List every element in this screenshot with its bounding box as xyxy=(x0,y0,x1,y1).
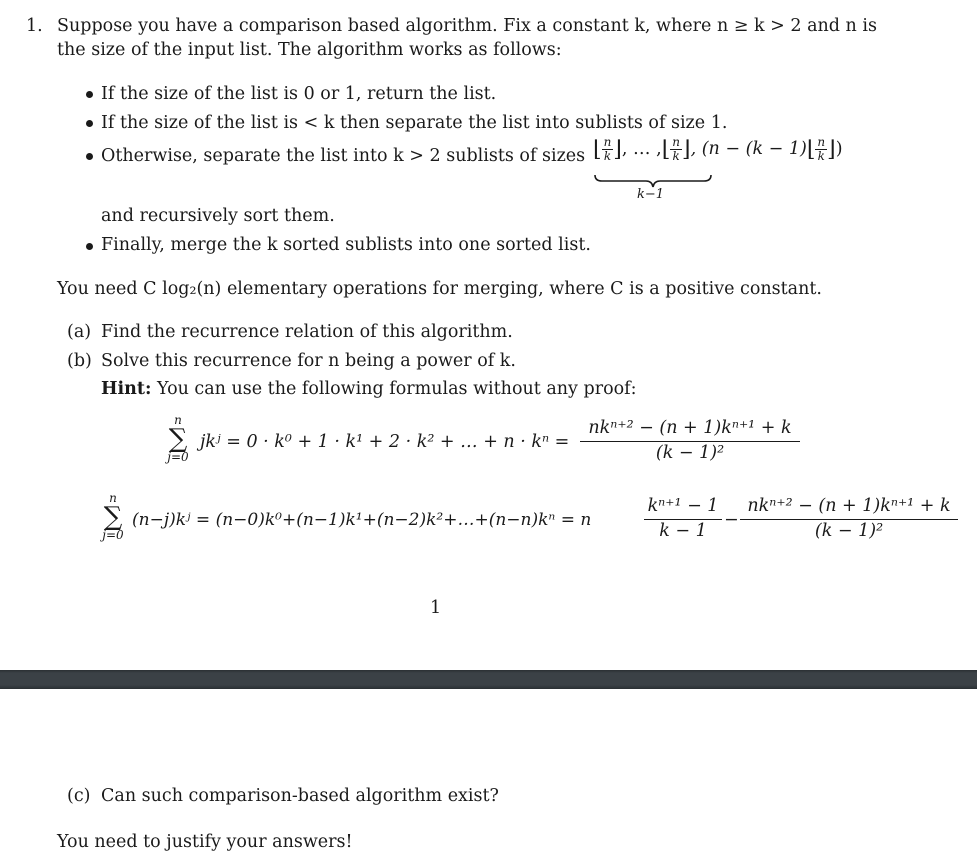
problem-intro-line2: the size of the input list. The algorithm works as follows: xyxy=(57,40,562,60)
part-a-text: Find the recurrence relation of this algorithm. xyxy=(101,322,513,342)
formula2-fraction-1: kⁿ⁺¹ − 1 k − 1 xyxy=(644,496,722,541)
hint-text: You can use the following formulas without any proof: xyxy=(157,379,637,399)
bullet-item-4: Finally, merge the k sorted sublists into one sorted list. xyxy=(101,235,591,255)
summation-symbol: n ∑ j=0 xyxy=(102,491,124,542)
part-a-label: (a) xyxy=(67,322,92,342)
formula2-fraction-2: nkⁿ⁺² − (n + 1)kⁿ⁺¹ + k (k − 1)² xyxy=(740,496,958,541)
bullet-item-2: If the size of the list is < k then separate the list into sublists of size 1. xyxy=(101,113,728,133)
floor-fraction: $\frac{n}{k}$ xyxy=(817,135,826,163)
part-c-text: Can such comparison-based algorithm exist? xyxy=(101,786,499,806)
part-b-label: (b) xyxy=(67,351,92,371)
formula2-lhs: (n−j)kʲ = (n−0)k⁰+(n−1)k¹+(n−2)k²+…+(n−n)kⁿ = n xyxy=(132,510,592,530)
problem-intro-line1: Suppose you have a comparison based algorithm. Fix a constant k, where n ≥ k > 2 and n is xyxy=(57,16,877,36)
bullet-item-1: If the size of the list is 0 or 1, return the list. xyxy=(101,84,497,104)
bullet-dot xyxy=(86,91,93,98)
part-b-text: Solve this recurrence for n being a power of k. xyxy=(101,351,516,371)
floor-fraction: $\frac{n}{k}$ xyxy=(672,135,681,163)
merge-cost-note: You need C log₂(n) elementary operations for merging, where C is a positive constant. xyxy=(57,279,822,299)
part-c-label: (c) xyxy=(67,786,91,806)
formula2-minus: − xyxy=(724,510,739,530)
bullet-dot xyxy=(86,243,93,250)
sublist-sizes-expression: ⌊ $\frac{n}{k}$ ⌋ , … , ⌊ $\frac{n}{k}$ ⌋ , (n − (k − 1) ⌊ $\frac{n}{k}$ ⌋ ) xyxy=(593,135,843,163)
closing-note: You need to justify your answers! xyxy=(57,832,353,852)
summation-symbol: n ∑ j=0 xyxy=(167,413,189,464)
bullet-item-3: Otherwise, separate the list into k > 2 sublists of sizes xyxy=(101,146,586,166)
problem-number: 1. xyxy=(26,16,43,36)
formula1-fraction: nkⁿ⁺² − (n + 1)kⁿ⁺¹ + k (k − 1)² xyxy=(580,418,800,463)
bullet-dot xyxy=(86,153,93,160)
page-divider xyxy=(0,670,977,689)
underbrace-label: k−1 xyxy=(637,187,665,202)
floor-fraction: $\frac{n}{k}$ xyxy=(603,135,612,163)
formula1-lhs: jkʲ = 0 · k⁰ + 1 · k¹ + 2 · k² + … + n · kⁿ = xyxy=(200,432,570,452)
bullet-dot xyxy=(86,120,93,127)
bullet-item-3-continuation: and recursively sort them. xyxy=(101,206,335,226)
hint-line xyxy=(101,379,637,399)
hint-label: Hint: xyxy=(101,379,152,399)
page-number: 1 xyxy=(430,598,442,618)
